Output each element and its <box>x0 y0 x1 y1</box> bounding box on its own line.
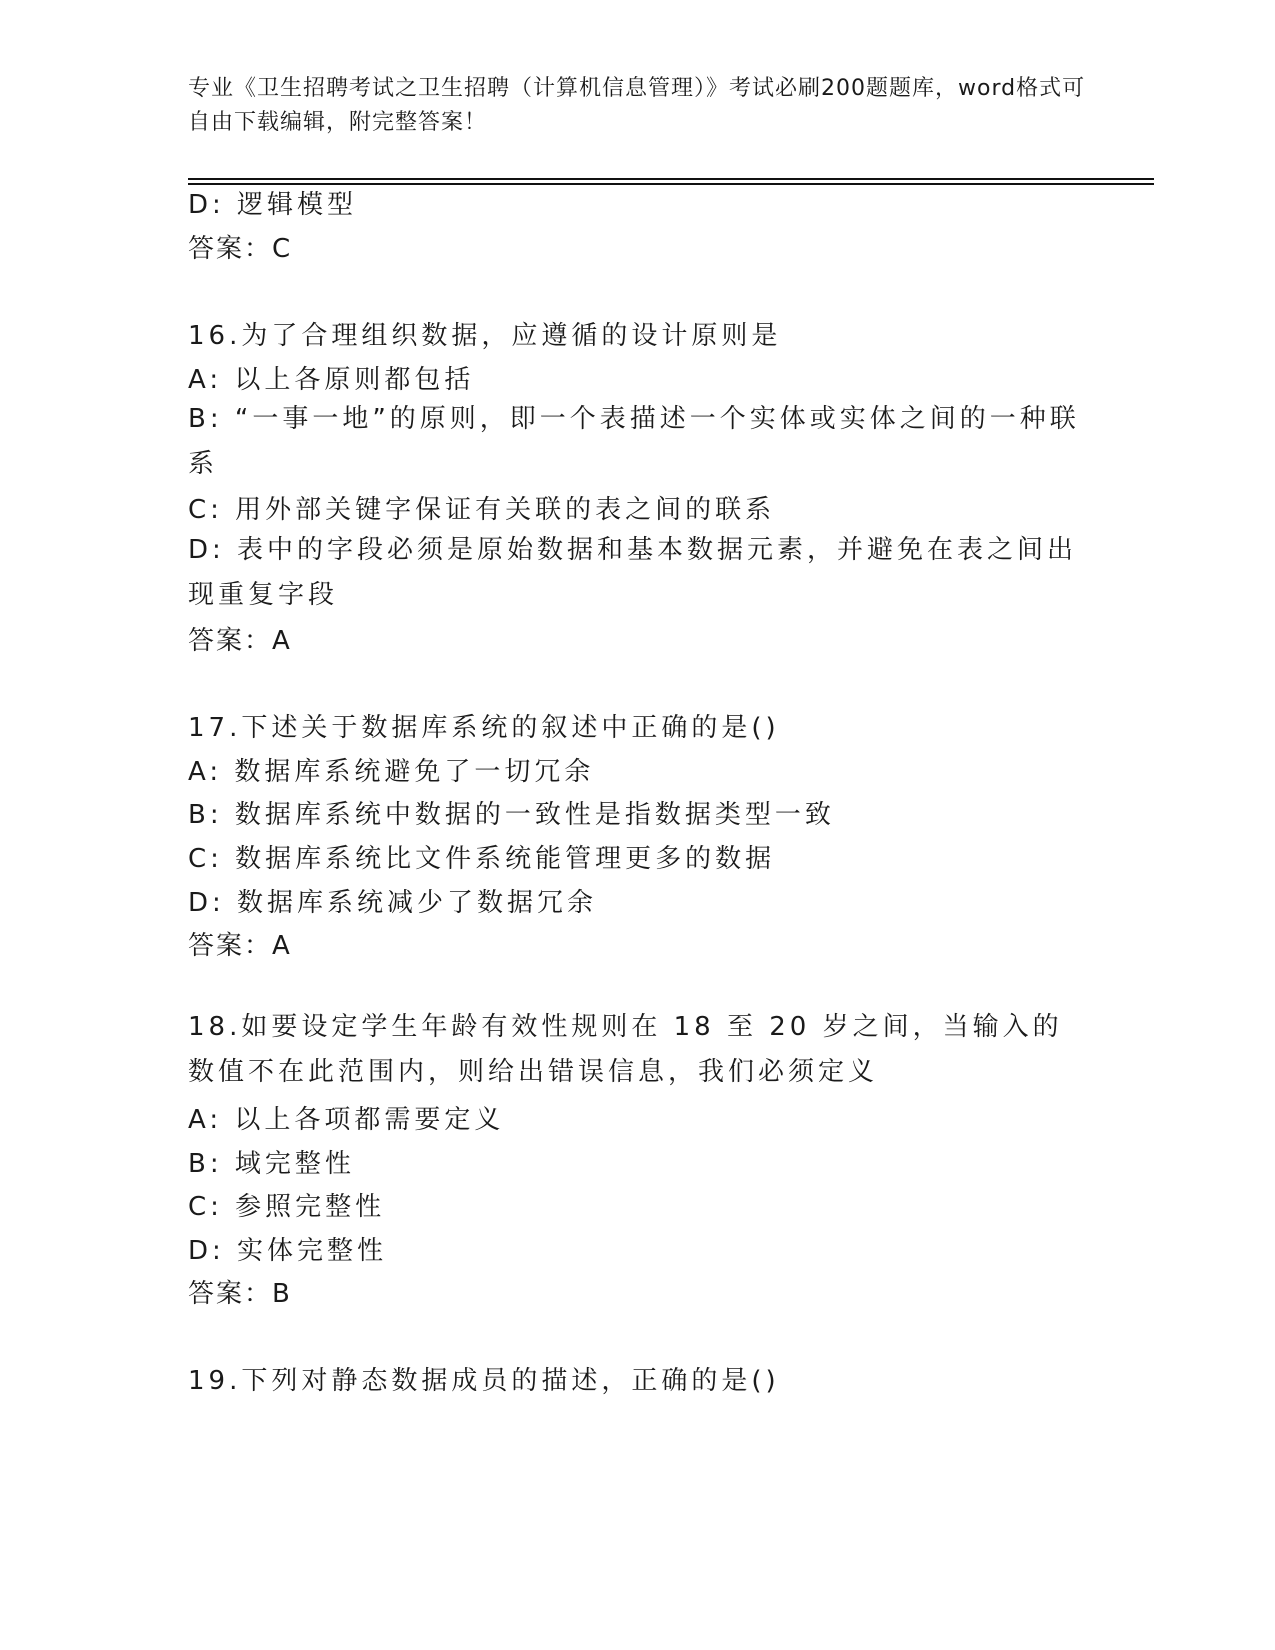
q16-option-c: C: 用外部关键字保证有关联的表之间的联系 <box>188 495 776 525</box>
q18-option-b: B: 域完整性 <box>188 1149 355 1179</box>
q16-option-b: B: “一事一地”的原则，即一个表描述一个实体或实体之间的一种联系 <box>188 404 1080 479</box>
q16-option-a: A: 以上各原则都包括 <box>188 365 475 395</box>
q17-option-b: B: 数据库系统中数据的一致性是指数据类型一致 <box>188 800 835 830</box>
document-header: 专业《卫生招聘考试之卫生招聘（计算机信息管理）》考试必刷200题题库，word格式可自由下载编辑，附完整答案！ <box>188 76 1086 135</box>
q18-option-d: D: 实体完整性 <box>188 1236 388 1266</box>
q17-option-d: D: 数据库系统减少了数据冗余 <box>188 888 598 918</box>
q17-stem: 17.下述关于数据库系统的叙述中正确的是() <box>188 713 780 743</box>
q15-option-d: D: 逻辑模型 <box>188 190 358 220</box>
q16-stem: 16.为了合理组织数据，应遵循的设计原则是 <box>188 321 782 351</box>
q16-answer: 答案：A <box>188 626 292 656</box>
q18-stem: 18.如要设定学生年龄有效性规则在 18 至 20 岁之间，当输入的数值不在此范围内，则给出错误信息，我们必须定义 <box>188 1012 1063 1087</box>
q18-answer: 答案：B <box>188 1279 292 1309</box>
q17-option-c: C: 数据库系统比文件系统能管理更多的数据 <box>188 844 776 874</box>
q18-option-a: A: 以上各项都需要定义 <box>188 1105 505 1135</box>
q18-option-c: C: 参照完整性 <box>188 1192 386 1222</box>
q16-option-d: D: 表中的字段必须是原始数据和基本数据元素，并避免在表之间出现重复字段 <box>188 535 1078 610</box>
header-rule-bottom <box>188 183 1154 185</box>
q17-option-a: A: 数据库系统避免了一切冗余 <box>188 757 595 787</box>
q19-stem: 19.下列对静态数据成员的描述，正确的是() <box>188 1366 780 1396</box>
q17-answer: 答案：A <box>188 931 292 961</box>
q15-answer: 答案：C <box>188 234 293 264</box>
header-rule-top <box>188 178 1154 180</box>
